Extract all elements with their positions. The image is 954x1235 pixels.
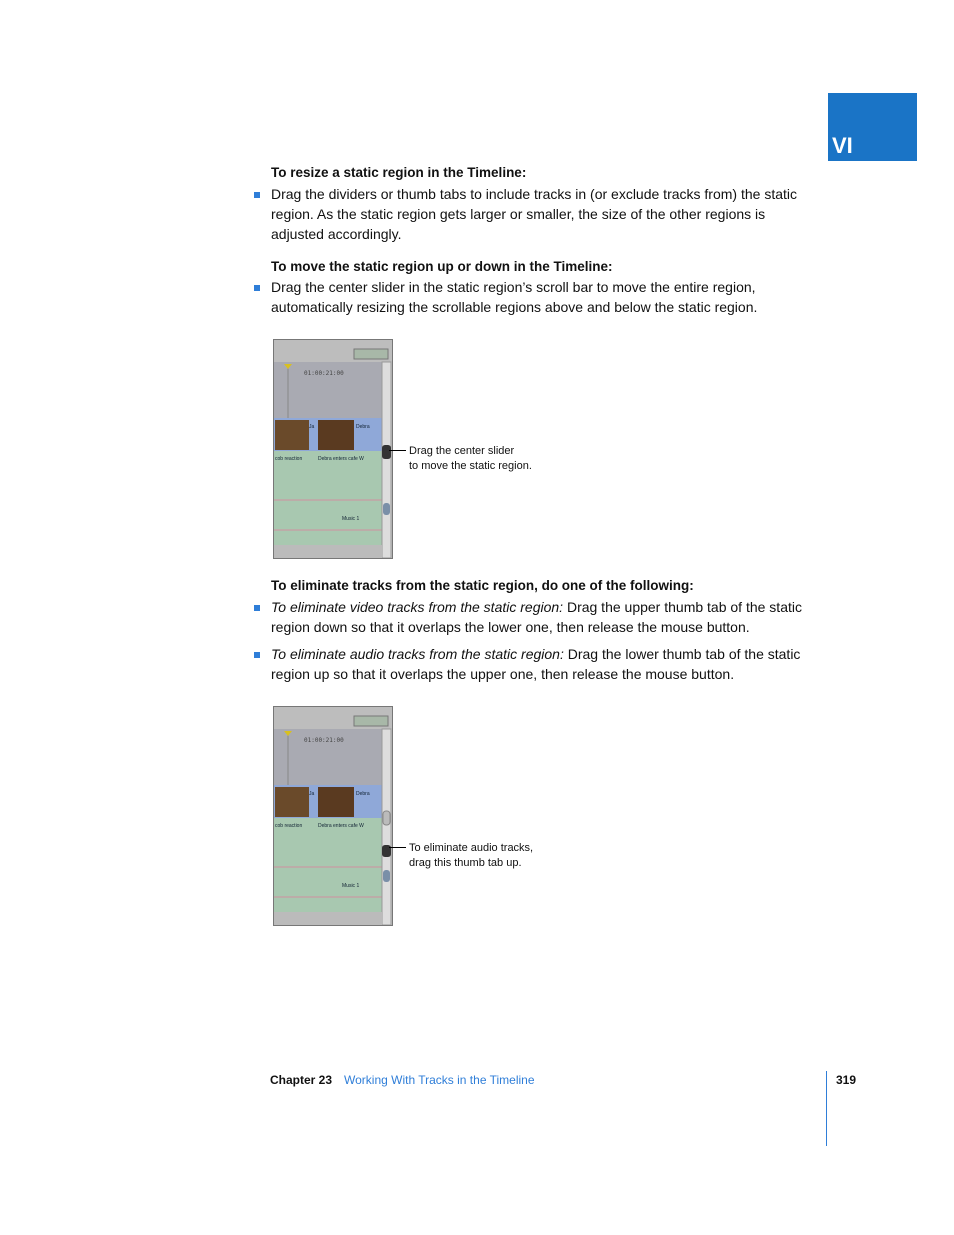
page-number: 319 xyxy=(836,1073,857,1087)
text-video: Drag the upper thumb tab of the static region down so that it overlaps the lower one, then release the mouse button. xyxy=(271,599,802,635)
timeline-illustration-2 xyxy=(274,707,392,925)
paragraph-eliminate-video xyxy=(271,597,821,637)
paragraph-resize: Drag the dividers or thumb tabs to include tracks in (or exclude tracks from) the static region. As the static region gets larger or smaller, the size of the other regions is adjusted accordingly. xyxy=(271,186,797,242)
timecode-label: 01:00:21:00 xyxy=(304,370,344,377)
section-tab-label: VI xyxy=(832,133,853,158)
clip-label-2: Debra enters cafe W xyxy=(318,456,364,462)
audio-label: Music 1 xyxy=(342,516,360,522)
footer-rule xyxy=(826,1071,827,1146)
caption-1-line2: to move the static region. xyxy=(409,460,532,472)
bullet-marker xyxy=(254,285,260,291)
heading-resize: To resize a static region in the Timeline: xyxy=(271,165,527,180)
bullet-marker xyxy=(254,605,260,611)
timecode-label: 01:00:21:00 xyxy=(304,737,344,744)
timeline-screenshot-2 xyxy=(273,706,393,926)
audio-label: Music 1 xyxy=(342,883,360,889)
video-tag-2: Debra xyxy=(356,424,370,430)
bullet-marker xyxy=(254,652,260,658)
clip-label-2: Debra enters cafe W xyxy=(318,823,364,829)
heading-move: To move the static region up or down in the Timeline: xyxy=(271,259,613,274)
callout-line xyxy=(389,847,406,848)
timeline-illustration-1 xyxy=(274,340,392,558)
text-audio: Drag the lower thumb tab of the static region up so that it overlaps the upper one, then release the mouse button. xyxy=(271,646,801,682)
heading-eliminate: To eliminate tracks from the static region, do one of the following: xyxy=(271,578,694,593)
paragraph-move: Drag the center slider in the static region’s scroll bar to move the entire region, automatically resizing the scrollable regions above and below the static region. xyxy=(271,279,758,315)
emphasis-audio: To eliminate audio tracks from the static region: xyxy=(271,646,564,662)
emphasis-video: To eliminate video tracks from the static region: xyxy=(271,599,564,615)
clip-label-1: cob reaction xyxy=(275,823,303,829)
footer-chapter-title[interactable]: Working With Tracks in the Timeline xyxy=(344,1073,535,1087)
footer-chapter: Chapter 23 xyxy=(270,1073,333,1087)
clip-label-1: cob reaction xyxy=(275,456,303,462)
section-tab xyxy=(828,93,917,161)
caption-2-line2: drag this thumb tab up. xyxy=(409,857,522,869)
callout-line xyxy=(389,450,406,451)
video-tag-1: Ja xyxy=(309,791,315,797)
caption-1-line1: Drag the center slider xyxy=(409,445,515,457)
paragraph-eliminate-audio xyxy=(271,644,821,684)
video-tag-2: Debra xyxy=(356,791,370,797)
caption-2-line1: To eliminate audio tracks, xyxy=(409,842,534,854)
bullet-marker xyxy=(254,192,260,198)
timeline-screenshot-1 xyxy=(273,339,393,559)
video-tag-1: Ja xyxy=(309,424,315,430)
